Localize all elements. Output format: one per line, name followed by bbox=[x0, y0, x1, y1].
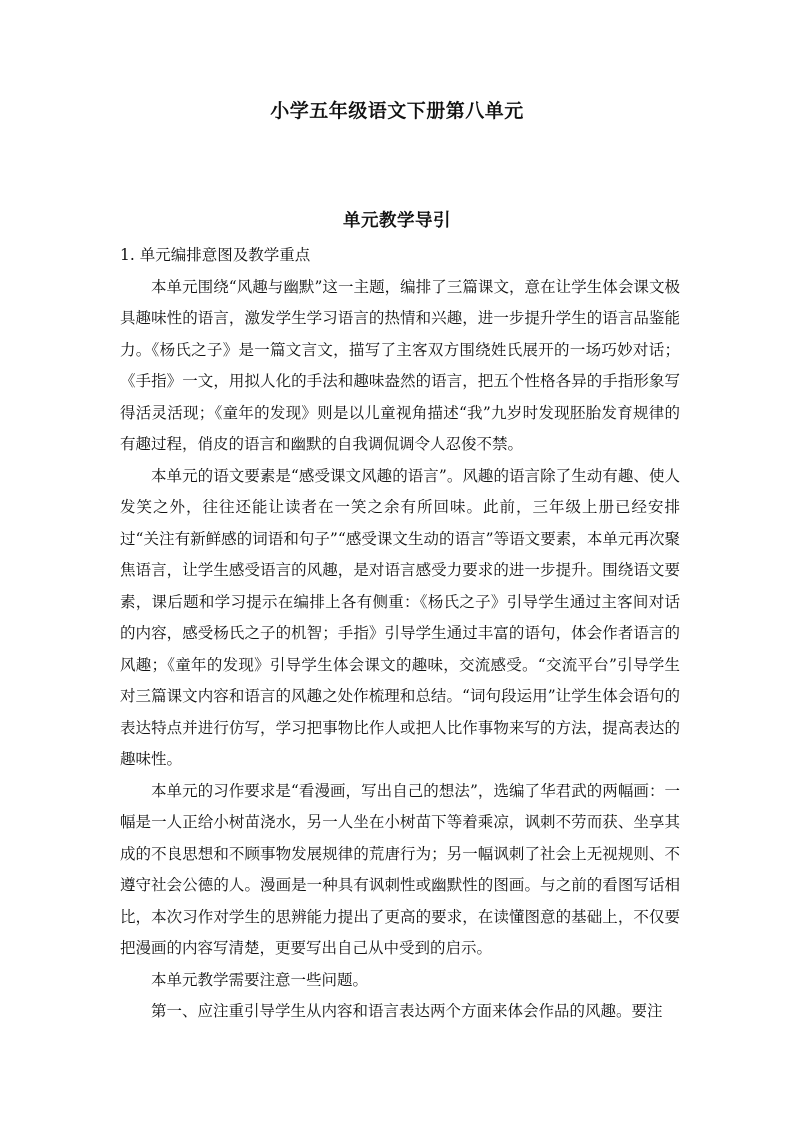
section-heading: 1. 单元编排意图及教学重点 bbox=[120, 246, 311, 264]
paragraph-4: 本单元教学需要注意一些问题。 bbox=[151, 970, 369, 989]
paragraph-1: 本单元围绕“风趣与幽默”这一主题，编排了三篇课文，意在让学生体会课文极具趣味性的语言，激发学生学习语言的热情和兴趣，进一步提升学生的语言品鉴能力。《杨氏之子》是一篇文言文，描写了主客双方围绕姓氏展开的一场巧妙对话；《手指》一文，用拟人化的手法和趣味盎然的语言，把五个性格各异的手指形象写得活灵活现；《童年的发现》则是以儿童视角描述“我”九岁时发现胚胎发育规律的有趣过程，俏皮的语言和幽默的自我调侃调令人忍俊不禁。 bbox=[120, 277, 680, 453]
paragraph-5: 第一、应注重引导学生从内容和语言表达两个方面来体会作品的风趣。要注 bbox=[151, 1002, 663, 1020]
document-title: 小学五年级语文下册第八单元 bbox=[270, 100, 524, 122]
paragraph-3: 本单元的习作要求是“看漫画，写出自己的想法”，选编了华君武的两幅画：一幅是一人正给小树苗浇水，另一人坐在小树苗下等着乘凉，讽刺不劳而获、坐享其成的不良思想和不顾事物发展规律的荒唐行为；另一幅讽刺了社会上无视规则、不遵守社会公德的人。漫画是一种具有讽刺性或幽默性的图画。与之前的看图写话相比，本次习作对学生的思辨能力提出了更高的要求，在读懂图意的基础上，不仅要把漫画的内容写清楚，更要写出自己从中受到的启示。 bbox=[120, 781, 680, 957]
paragraph-2: 本单元的语文要素是“感受课文风趣的语言”。风趣的语言除了生动有趣、使人发笑之外，往往还能让读者在一笑之余有所回味。此前，三年级上册已经安排过“关注有新鲜感的词语和句子”“感受课文生动的语言”等语文要素，本单元再次聚焦语言，让学生感受语言的风趣，是对语言感受力要求的进一步提升。围绕语文要素，课后题和学习提示在编排上各有侧重：《杨氏之子》引导学生通过主客间对话的内容，感受杨氏之子的机智；手指》引导学生通过丰富的语句，体会作者语言的风趣；《童年的发现》引导学生体会课文的趣味，交流感受。“交流平台”引导学生对三篇课文内容和语言的风趣之处作梳理和总结。“词句段运用”让学生体会语句的表达特点并进行仿写，学习把事物比作人或把人比作事物来写的方法，提高表达的趣味性。 bbox=[120, 466, 680, 768]
section-title: 单元教学导引 bbox=[343, 211, 451, 231]
document-body bbox=[120, 240, 680, 1028]
